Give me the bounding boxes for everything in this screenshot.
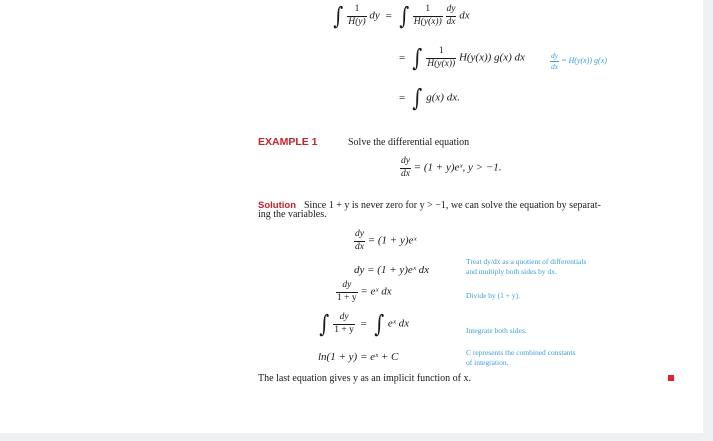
denominator: H(y) <box>348 16 366 27</box>
integrand: eˣ dx <box>387 317 409 330</box>
fraction <box>347 5 366 27</box>
numerator: 1 <box>354 4 360 14</box>
margin-note-3: Integrate both sides. <box>466 326 527 335</box>
numerator: 1 <box>438 46 444 56</box>
denominator: dx <box>551 61 559 71</box>
derivative-fraction <box>446 5 457 27</box>
ode-rhs: = (1 + y)eˣ, y > −1. <box>413 161 502 174</box>
equals-sign: = <box>399 91 406 104</box>
derivation-line-1 <box>332 4 470 28</box>
fraction <box>336 281 358 303</box>
numerator: dy <box>551 51 559 60</box>
step-1 <box>354 230 417 252</box>
integral-sign: ∫ <box>333 2 344 30</box>
step-2: dy = (1 + y)eˣ dx <box>354 264 430 276</box>
derivative-fraction <box>400 157 411 179</box>
differential: dx <box>459 9 470 22</box>
equals-sign: = <box>385 9 392 22</box>
page-edge-right <box>703 0 713 441</box>
example-label: EXAMPLE 1 <box>258 136 318 148</box>
solution-line-2: ing the variables. <box>258 209 327 220</box>
integral-sign: ∫ <box>412 44 423 72</box>
derivative-fraction <box>354 230 365 252</box>
example-statement: Solve the differential equation <box>348 137 470 148</box>
step-4 <box>318 312 409 336</box>
derivative-fraction <box>550 52 559 70</box>
margin-note-4 <box>466 348 576 368</box>
integral-sign: ∫ <box>373 310 384 338</box>
page-edge-bottom <box>0 433 713 441</box>
conclusion-text: The last equation gives y as an implicit function of x. <box>258 373 472 384</box>
integral-sign: ∫ <box>398 2 409 30</box>
numerator: dy <box>401 156 410 166</box>
step-rhs: = eˣ dx <box>360 285 392 298</box>
solution-label: Solution <box>258 200 296 211</box>
integral-sign: ∫ <box>319 310 330 338</box>
note-line: C represents the combined constants <box>466 348 576 357</box>
denominator: dx <box>355 241 364 252</box>
differential: dy <box>369 9 380 22</box>
derivation-line-2 <box>396 46 525 70</box>
step-5: ln(1 + y) = eˣ + C <box>318 351 399 363</box>
fraction <box>426 47 456 69</box>
note-line: and multiply both sides by dx. <box>466 267 557 276</box>
denominator: dx <box>446 16 456 27</box>
note-line: of integration. <box>466 358 509 367</box>
denominator: dx <box>401 168 410 179</box>
numerator: dy <box>446 4 456 14</box>
margin-note-2: Divide by (1 + y). <box>466 291 521 300</box>
derivation-side-note <box>550 52 607 70</box>
numerator: dy <box>342 280 352 290</box>
numerator: dy <box>355 229 364 239</box>
equals-sign: = <box>360 317 367 330</box>
end-of-example-mark <box>668 375 674 381</box>
denominator: 1 + y <box>337 292 357 303</box>
integrand: g(x) dx. <box>426 91 460 104</box>
step-rhs: = (1 + y)eˣ <box>367 234 417 247</box>
denominator: H(y(x)) <box>413 16 442 27</box>
fraction <box>413 5 443 27</box>
denominator: 1 + y <box>334 324 354 335</box>
solution-text: Since 1 + y is never zero for y > −1, we can solve the equation by separat- <box>304 200 601 211</box>
equals-sign: = <box>399 51 406 64</box>
numerator: 1 <box>425 4 431 14</box>
note-text: = H(y(x)) g(x) <box>561 55 607 65</box>
note-line: Treat dy/dx as a quotient of differentials <box>466 257 587 266</box>
example-ode <box>400 157 502 179</box>
derivation-line-3 <box>396 86 460 110</box>
denominator: H(y(x)) <box>427 58 456 69</box>
margin-note-1 <box>466 257 586 277</box>
fraction <box>333 313 355 335</box>
step-3 <box>336 281 392 303</box>
numerator: dy <box>339 312 349 322</box>
integrand: H(y(x)) g(x) dx <box>458 51 525 64</box>
integral-sign: ∫ <box>412 84 423 112</box>
